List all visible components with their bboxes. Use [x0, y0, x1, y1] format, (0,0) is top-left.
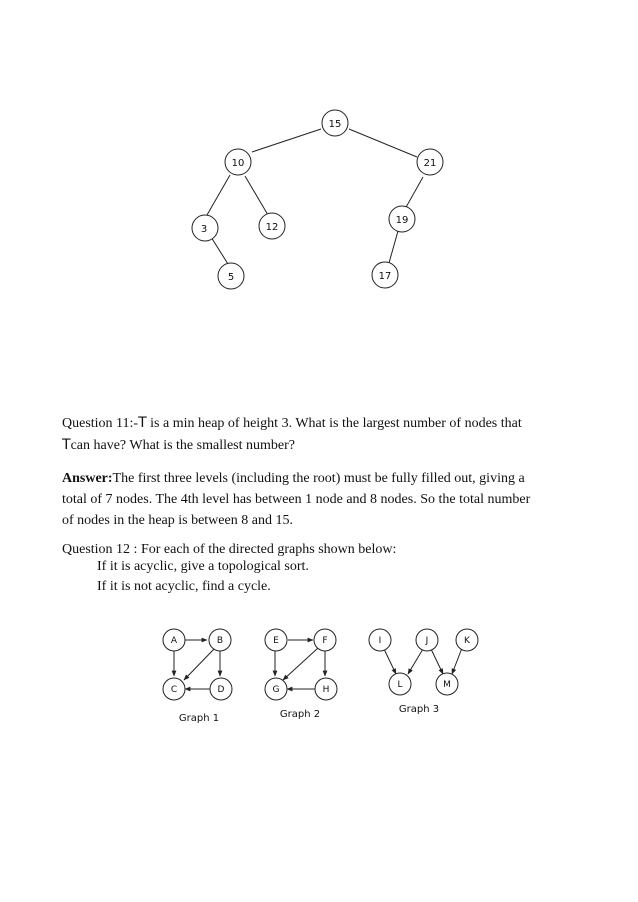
tree-label-5: 5	[227, 272, 235, 283]
question-12-instruction-2: If it is not acyclic, find a cycle.	[97, 579, 271, 594]
graph1-label-A: A	[170, 636, 178, 646]
graph3-label-J: J	[425, 636, 429, 646]
question-12-heading: Question 12 : For each of the directed graphs shown below:	[62, 542, 397, 557]
question-12-instruction-1: If it is acyclic, give a topological sort.	[97, 559, 309, 574]
answer-line-1	[62, 468, 525, 489]
graph3-label-I: I	[378, 636, 382, 646]
answer-text: The first three levels (including the root) must be fully filled out, giving a	[112, 471, 525, 486]
heap-tree-figure	[0, 0, 638, 310]
tree-label-3: 3	[200, 224, 208, 235]
tree-label-19: 19	[395, 215, 409, 226]
tree-label-12: 12	[265, 222, 279, 233]
question-11-t-symbol: T	[138, 415, 147, 431]
graph-3	[384, 648, 462, 674]
question-11-text: is a min heap of height 3. What is the largest number of nodes that	[146, 416, 522, 431]
graph1-caption: Graph 1	[178, 713, 220, 724]
question-11-t-symbol-2: T	[62, 437, 71, 453]
graph2-caption: Graph 2	[279, 709, 321, 720]
tree-label-17: 17	[378, 271, 392, 282]
answer-line-3: of nodes in the heap is between 8 and 15.	[62, 513, 293, 528]
answer-line-2: total of 7 nodes. The 4th level has between 1 node and 8 nodes. So the total number	[62, 492, 531, 507]
graph2-label-E: E	[273, 636, 279, 646]
answer-label: Answer:	[62, 471, 113, 486]
tree-label-15: 15	[328, 119, 342, 130]
question-11-line-2	[62, 435, 295, 456]
graph2-label-F: F	[322, 636, 328, 646]
graph3-label-L: L	[397, 680, 403, 690]
tree-label-10: 10	[231, 158, 245, 169]
question-11-text-2: can have? What is the smallest number?	[70, 438, 295, 453]
tree-label-21: 21	[423, 158, 437, 169]
question-11-prefix: Question 11:-	[62, 416, 139, 431]
graph1-label-B: B	[216, 636, 224, 646]
graph1-label-C: C	[170, 685, 178, 695]
graph3-caption: Graph 3	[398, 704, 440, 715]
graph1-label-D: D	[217, 685, 225, 695]
graph3-label-K: K	[464, 636, 470, 646]
question-11-line-1	[62, 413, 522, 434]
graph2-label-G: G	[272, 685, 280, 695]
directed-graphs-figure	[0, 615, 638, 735]
graph2-label-H: H	[322, 685, 330, 695]
graph3-label-M: M	[443, 680, 451, 690]
